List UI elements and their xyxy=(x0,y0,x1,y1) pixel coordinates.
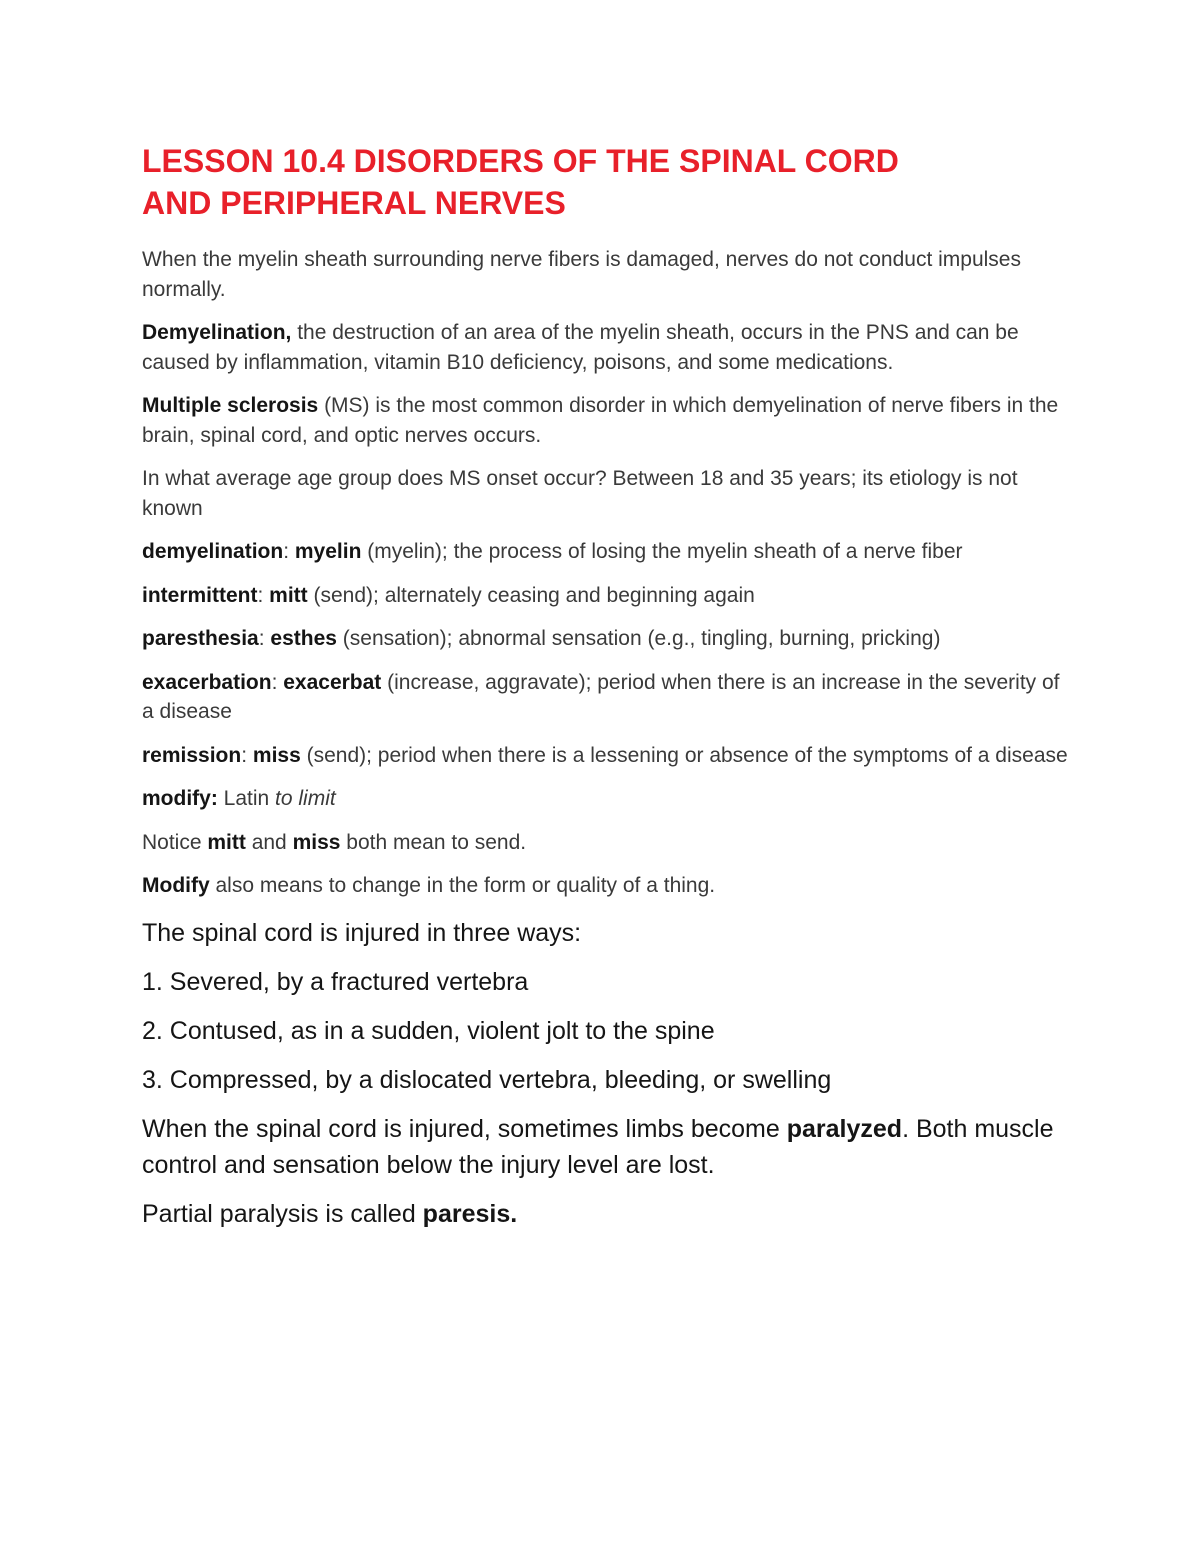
term-demyelination: Demyelination, xyxy=(142,321,292,344)
glossary-text: (send); alternately ceasing and beginning again xyxy=(307,583,755,607)
glossary-root: myelin xyxy=(294,540,362,563)
paralyzed-paragraph xyxy=(142,1111,1072,1183)
glossary-text: (send); period when there is a lessening or absence of the symptoms of a disease xyxy=(300,743,1068,767)
term-paresis: paresis. xyxy=(422,1199,518,1228)
glossary-list xyxy=(142,537,1072,770)
lesson-title-line-2: AND PERIPHERAL NERVES xyxy=(142,185,566,221)
modify-italic: to limit xyxy=(275,787,336,810)
notice-word-mitt: mitt xyxy=(207,830,246,854)
term-multiple-sclerosis: Multiple sclerosis xyxy=(142,394,319,417)
glossary-word: paresthesia xyxy=(142,627,259,650)
modify-text: Latin xyxy=(217,787,276,810)
glossary-word: intermittent xyxy=(142,583,258,607)
term-modify-also: Modify xyxy=(142,874,210,897)
injury-list-item: 2. Contused, as in a sudden, violent jolt to the spine xyxy=(142,1016,715,1045)
paralyzed-pre: When the spinal cord is injured, sometimes limbs become xyxy=(142,1114,787,1143)
modify-also-paragraph xyxy=(142,871,1072,901)
notice-word-miss: miss xyxy=(292,830,341,854)
term-modify: modify: xyxy=(142,787,218,810)
glossary-word: demyelination xyxy=(142,540,284,563)
glossary-text: (myelin); the process of losing the myelin sheath of a nerve fiber xyxy=(361,540,963,563)
demyelination-text: the destruction of an area of the myelin sheath, occurs in the PNS and can be caused by inflammation, vitamin B10 deficiency, poisons, and some medications. xyxy=(142,321,1019,374)
demyelination-definition xyxy=(142,318,1072,377)
glossary-text: (increase, aggravate); period when there is an increase in the severity of a disease xyxy=(142,670,1060,723)
term-paralyzed: paralyzed xyxy=(786,1114,903,1143)
injury-list xyxy=(142,964,1072,1098)
glossary-sep: : xyxy=(257,583,270,607)
glossary-root: exacerbat xyxy=(283,670,382,694)
lesson-title-line-1: LESSON 10.4 DISORDERS OF THE SPINAL CORD xyxy=(142,143,899,179)
notice-post: both mean to send. xyxy=(340,830,527,854)
modify-also-text: also means to change in the form or quality of a thing. xyxy=(209,874,716,897)
glossary-item xyxy=(142,624,1072,654)
glossary-item xyxy=(142,581,1072,611)
injury-list-item: 3. Compressed, by a dislocated vertebra, bleeding, or swelling xyxy=(142,1065,832,1094)
ms-definition xyxy=(142,391,1072,450)
glossary-word: exacerbation xyxy=(142,670,272,694)
glossary-root: mitt xyxy=(269,583,308,607)
notice-mid: and xyxy=(245,830,293,854)
glossary-root: miss xyxy=(252,743,301,767)
paresis-pre: Partial paralysis is called xyxy=(142,1199,423,1228)
ms-text: (MS) is the most common disorder in which demyelination of nerve fibers in the brain, spinal cord, and optic nerves occurs. xyxy=(142,394,1059,447)
injury-heading: The spinal cord is injured in three ways: xyxy=(142,918,582,947)
glossary-item xyxy=(142,537,1072,567)
glossary-item xyxy=(142,668,1072,727)
glossary-item xyxy=(142,741,1072,771)
paralyzed-post: . Both muscle control and sensation below the injury level are lost. xyxy=(142,1114,1054,1179)
lesson-title xyxy=(142,140,1072,224)
paresis-paragraph xyxy=(142,1196,1072,1232)
document-page xyxy=(142,140,1072,1245)
glossary-sep: : xyxy=(258,627,271,650)
glossary-sep: : xyxy=(283,540,295,563)
glossary-word: remission xyxy=(142,743,242,767)
glossary-sep: : xyxy=(241,743,253,767)
notice-paragraph xyxy=(142,828,1072,858)
intro-paragraph: When the myelin sheath surrounding nerve fibers is damaged, nerves do not conduct impulses normally. xyxy=(142,248,1021,301)
glossary-sep: : xyxy=(271,670,284,694)
glossary-text: (sensation); abnormal sensation (e.g., tingling, burning, pricking) xyxy=(336,627,941,650)
modify-definition xyxy=(142,784,1072,814)
injury-list-item: 1. Severed, by a fractured vertebra xyxy=(142,967,529,996)
glossary-root: esthes xyxy=(270,627,337,650)
notice-pre: Notice xyxy=(142,830,208,854)
ms-age-paragraph: In what average age group does MS onset occur? Between 18 and 35 years; its etiology is not known xyxy=(142,467,1018,520)
